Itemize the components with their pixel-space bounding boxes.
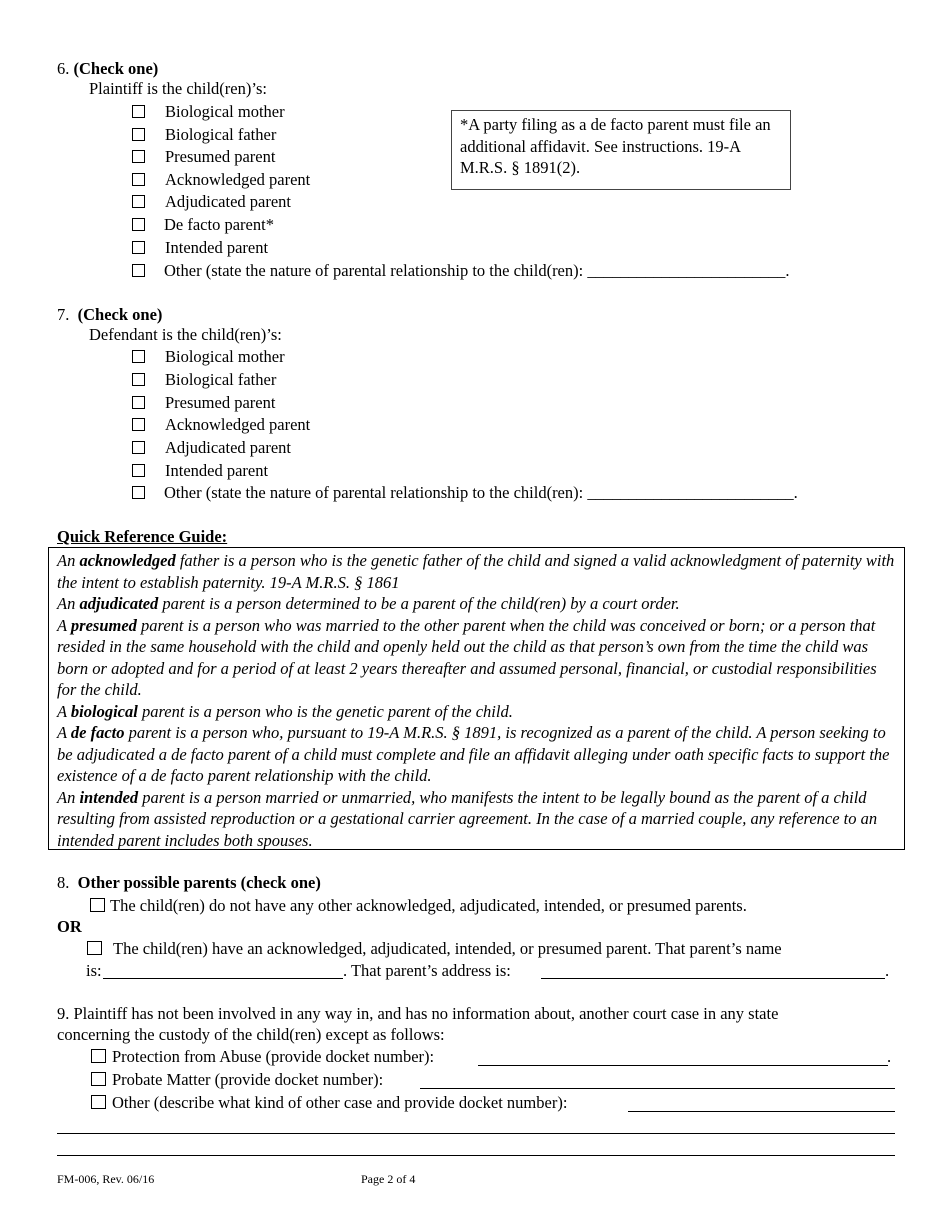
s6-option-intended-parent[interactable]	[132, 238, 268, 258]
other-case-extra-line-2[interactable]	[57, 1155, 895, 1156]
guide-term: de facto	[70, 723, 125, 742]
section-6-intro: Plaintiff is the child(ren)’s:	[89, 79, 267, 98]
option-label: Acknowledged parent	[165, 415, 311, 434]
option-label: Other (state the nature of parental relationship to the child(ren): ________________________.	[164, 261, 790, 280]
section-7-number: 7.	[57, 305, 70, 324]
quick-reference-guide	[48, 547, 905, 850]
option-label: Adjudicated parent	[165, 192, 291, 211]
section-7-label: (Check one)	[77, 305, 163, 324]
parent-name-field[interactable]	[103, 978, 343, 979]
s6-option-biological-mother[interactable]	[132, 102, 285, 122]
or-label: OR	[57, 917, 82, 936]
checkbox[interactable]	[132, 241, 145, 254]
s7-option-other[interactable]	[132, 483, 798, 503]
form-id: FM-006, Rev. 06/16	[57, 1172, 155, 1186]
checkbox[interactable]	[132, 464, 145, 477]
option-label: Other (state the nature of parental relationship to the child(ren): _________________________.	[164, 483, 798, 502]
guide-entry-acknowledged: An acknowledged father is a person who is the genetic father of the child and signed a valid acknowledgment of paternity with the intent to establish paternity. 19-A M.R.S. § 1861	[57, 551, 895, 592]
de-facto-note-box: *A party filing as a de facto parent must file an additional affidavit. See instructions. 19-A M.R.S. § 1891(2).	[451, 110, 791, 190]
s8-option-no-other-parents[interactable]	[90, 896, 747, 916]
s7-option-biological-father[interactable]	[132, 370, 276, 390]
guide-title: Quick Reference Guide:	[57, 527, 228, 546]
guide-term: presumed	[70, 615, 137, 635]
option-label: Biological father	[165, 125, 277, 144]
s6-option-other[interactable]	[132, 261, 789, 281]
checkbox[interactable]	[91, 1049, 106, 1063]
option-label: The child(ren) have an acknowledged, adjudicated, intended, or presumed parent. That parent’s name	[113, 939, 782, 958]
s7-option-intended-parent[interactable]	[132, 461, 268, 481]
section-8-number: 8.	[57, 873, 70, 892]
checkbox[interactable]	[132, 105, 145, 118]
s9-option-probate[interactable]	[91, 1070, 383, 1090]
address-period: .	[885, 961, 890, 980]
section-8-heading	[57, 873, 321, 893]
checkbox[interactable]	[132, 396, 145, 409]
s9-option-pfa[interactable]	[91, 1047, 434, 1067]
guide-term: acknowledged	[79, 551, 176, 570]
section-8-title: Other possible parents (check one)	[77, 873, 321, 892]
s7-option-acknowledged-parent[interactable]	[132, 415, 310, 435]
s6-option-de-facto-parent[interactable]	[132, 215, 274, 235]
guide-entry-intended: An intended parent is a person married or unmarried, who manifests the intent to be legally bound as the parent of a child resulting from assisted reproduction or a gestational carrier agreement. In the case of a married couple, any reference to an intended parent includes both spouses.	[57, 787, 878, 850]
option-label: Presumed parent	[165, 147, 276, 166]
section-7-heading	[57, 305, 162, 325]
option-label: Other (describe what kind of other case and provide docket number):	[112, 1093, 568, 1112]
s7-option-biological-mother[interactable]	[132, 347, 285, 367]
option-label: Biological father	[165, 370, 277, 389]
option-label: Intended parent	[165, 238, 269, 257]
s6-option-acknowledged-parent[interactable]	[132, 170, 310, 190]
option-label: Presumed parent	[165, 393, 276, 412]
s6-option-adjudicated-parent[interactable]	[132, 192, 291, 212]
section-9-line-1: 9. Plaintiff has not been involved in any way in, and has no information about, another court case in any state	[57, 1004, 779, 1023]
guide-entry-biological: A biological parent is a person who is the genetic parent of the child.	[57, 701, 513, 721]
option-label: Acknowledged parent	[165, 170, 311, 189]
page-number: Page 2 of 4	[361, 1172, 416, 1186]
guide-entry-adjudicated: An adjudicated parent is a person determined to be a parent of the child(ren) by a court order.	[57, 594, 680, 613]
guide-entry-de-facto: A de facto parent is a person who, pursuant to 19-A M.R.S. § 1891, is recognized as a parent of the child. A person seeking to be adjudicated a de facto parent of a child must complete and file an affidavit alleging under oath specific facts to support the existence of a de facto parent relationship with the child.	[57, 723, 890, 785]
s8-option-has-other-parent[interactable]	[87, 939, 782, 959]
checkbox[interactable]	[132, 441, 145, 454]
parent-address-field[interactable]	[541, 978, 885, 979]
checkbox[interactable]	[132, 218, 145, 231]
section-6-label: (Check one)	[73, 59, 159, 78]
s7-option-presumed-parent[interactable]	[132, 393, 275, 413]
checkbox[interactable]	[87, 941, 102, 955]
guide-term: biological	[70, 701, 138, 721]
checkbox[interactable]	[132, 173, 145, 186]
probate-docket-field[interactable]	[420, 1088, 895, 1089]
other-case-docket-field[interactable]	[628, 1111, 895, 1112]
checkbox[interactable]	[132, 486, 145, 499]
option-label: Probate Matter (provide docket number):	[112, 1070, 384, 1089]
checkbox[interactable]	[132, 264, 145, 277]
s7-option-adjudicated-parent[interactable]	[132, 438, 291, 458]
checkbox[interactable]	[132, 150, 145, 163]
option-label: De facto parent*	[164, 215, 274, 234]
option-label: The child(ren) do not have any other acknowledged, adjudicated, intended, or presumed parents.	[110, 896, 747, 915]
checkbox[interactable]	[90, 898, 105, 912]
s6-option-biological-father[interactable]	[132, 125, 276, 145]
pfa-period: .	[887, 1047, 892, 1066]
checkbox[interactable]	[132, 128, 145, 141]
s6-option-presumed-parent[interactable]	[132, 147, 275, 167]
option-label: Intended parent	[165, 461, 269, 480]
checkbox[interactable]	[91, 1095, 106, 1109]
parent-address-label: . That parent’s address is:	[343, 961, 511, 980]
option-label: Protection from Abuse (provide docket number):	[112, 1047, 435, 1066]
pfa-docket-field[interactable]	[478, 1065, 888, 1066]
guide-term: intended	[79, 787, 139, 807]
checkbox[interactable]	[132, 195, 145, 208]
checkbox[interactable]	[132, 418, 145, 431]
guide-term: adjudicated	[79, 594, 159, 613]
checkbox[interactable]	[132, 373, 145, 386]
section-7-intro: Defendant is the child(ren)’s:	[89, 325, 282, 344]
option-label: Biological mother	[165, 102, 285, 121]
checkbox[interactable]	[132, 350, 145, 363]
section-6-heading	[57, 59, 158, 79]
parent-name-label: is:	[86, 961, 102, 980]
section-9-line-2: concerning the custody of the child(ren) except as follows:	[57, 1025, 445, 1044]
other-case-extra-line-1[interactable]	[57, 1133, 895, 1134]
guide-entry-presumed: A presumed parent is a person who was married to the other parent when the child was conceived or born; or a person that resided in the same household with the child and openly held out the child as that person’s own from the time the child was born or adopted and for a period of at least 2 years thereafter and assumed personal, financial, or custodial responsibilities for the child.	[57, 615, 877, 699]
section-6-number: 6.	[57, 59, 70, 78]
option-label: Biological mother	[165, 347, 285, 366]
checkbox[interactable]	[91, 1072, 106, 1086]
s9-option-other[interactable]	[91, 1093, 567, 1113]
option-label: Adjudicated parent	[165, 438, 291, 457]
